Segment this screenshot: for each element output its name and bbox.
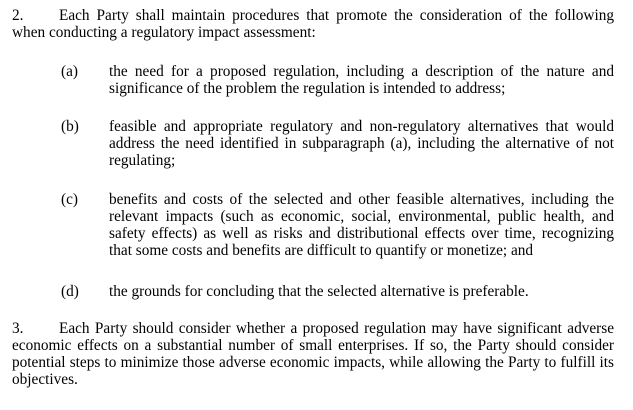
subparagraph-text: the grounds for concluding that the selected alternative is preferable. bbox=[109, 283, 529, 300]
subparagraph-text: benefits and costs of the selected and other feasible alternatives, including the relevant impacts (such as economic, social, environmental, public health, and safety effects) as well as risks and distributional effects over time, recognizing that some costs and benefits are difficult to quantify or monetize; and bbox=[109, 191, 614, 259]
paragraph-3 bbox=[12, 320, 614, 388]
subparagraph-text: the need for a proposed regulation, including a description of the nature and significance of the problem the regulation is intended to address; bbox=[109, 63, 614, 97]
paragraph-text: Each Party should consider whether a proposed regulation may have significant adverse economic effects on a substantial number of small enterprises. If so, the Party should consider potential steps to minimize those adverse economic impacts, while allowing the Party to fulfill its objectives. bbox=[12, 320, 614, 388]
subparagraph-b bbox=[61, 118, 614, 169]
paragraph-number: 2. bbox=[12, 7, 24, 24]
paragraph-number: 3. bbox=[12, 320, 24, 337]
subparagraph-text: feasible and appropriate regulatory and non-regulatory alternatives that would address the need identified in subparagraph (a), including the alternative of not regulating; bbox=[109, 118, 614, 169]
subparagraph-label: (d) bbox=[61, 283, 79, 300]
subparagraph-a bbox=[61, 63, 614, 97]
subparagraph-d bbox=[61, 283, 614, 300]
paragraph-2 bbox=[12, 7, 614, 41]
subparagraph-label: (c) bbox=[61, 191, 78, 208]
subparagraph-label: (b) bbox=[61, 118, 79, 135]
subparagraph-c bbox=[61, 191, 614, 259]
subparagraph-label: (a) bbox=[61, 63, 78, 80]
paragraph-text: Each Party shall maintain procedures that promote the consideration of the following when conducting a regulatory impact assessment: bbox=[12, 7, 614, 41]
